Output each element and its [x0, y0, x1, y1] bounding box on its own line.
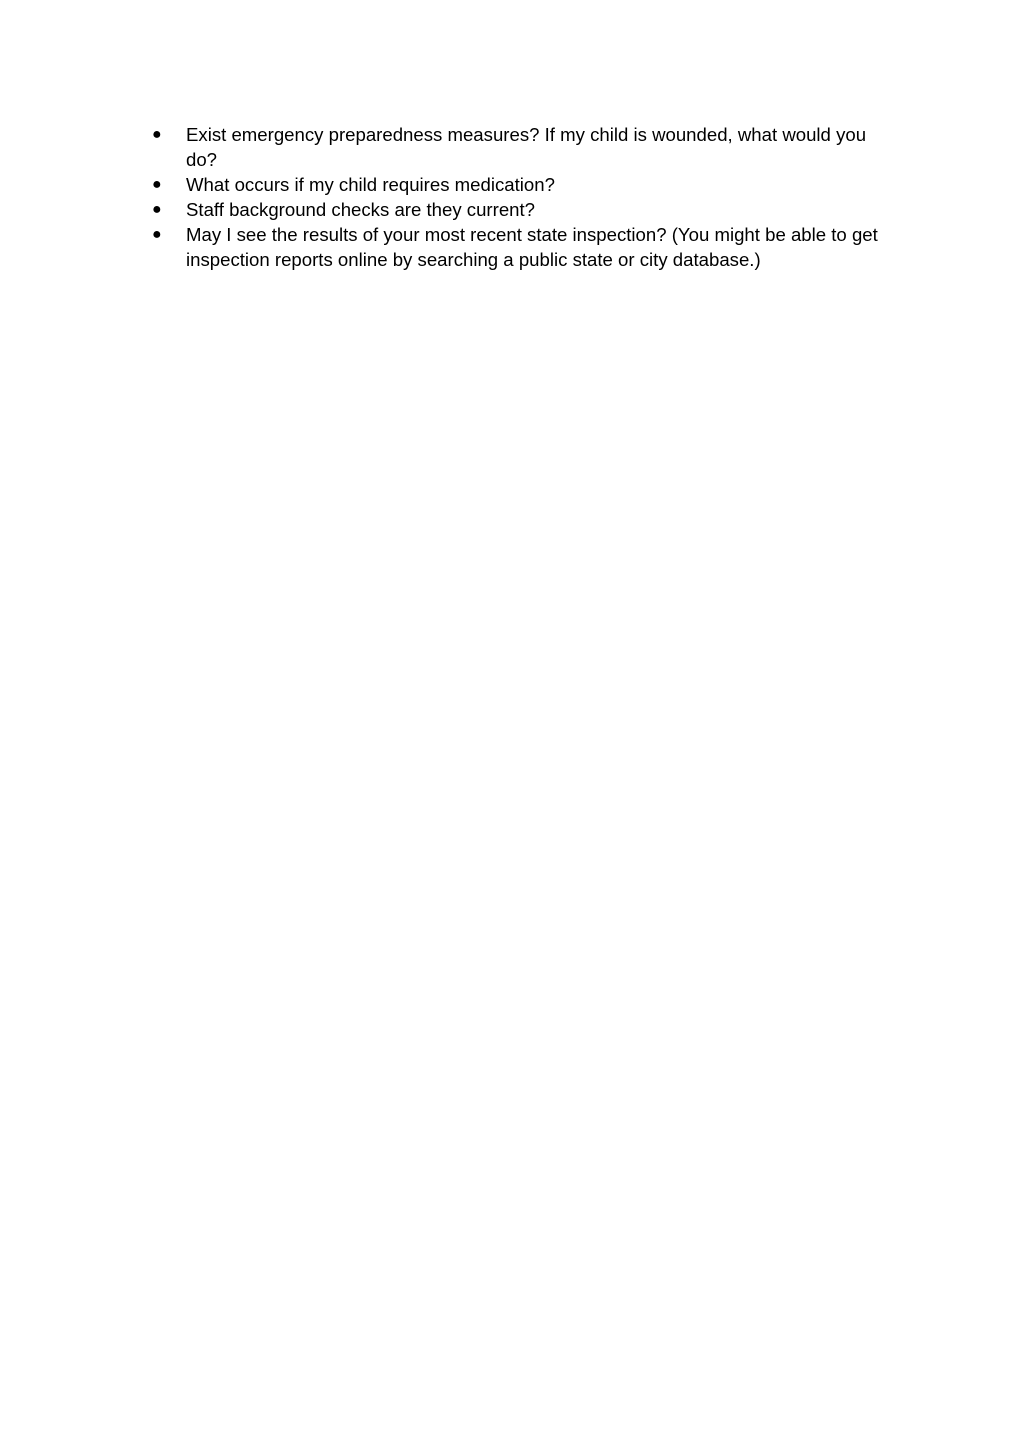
list-item-text: Staff background checks are they current?	[186, 199, 536, 220]
list-item-text: Exist emergency preparedness measures? If my child is wounded, what would you do?	[186, 124, 867, 170]
bullet-icon: ●	[152, 226, 162, 243]
list-item	[152, 172, 897, 197]
list-item-text: What occurs if my child requires medication?	[186, 174, 555, 195]
bullet-icon: ●	[152, 201, 162, 218]
list-item-text: May I see the results of your most recent state inspection? (You might be able to get inspection reports online by searching a public state or city database.)	[186, 224, 878, 270]
bullet-icon: ●	[152, 176, 162, 193]
list-item	[152, 222, 897, 272]
list-item	[152, 197, 897, 222]
list-item	[152, 122, 897, 172]
question-list	[152, 122, 897, 272]
bullet-icon: ●	[152, 126, 162, 143]
